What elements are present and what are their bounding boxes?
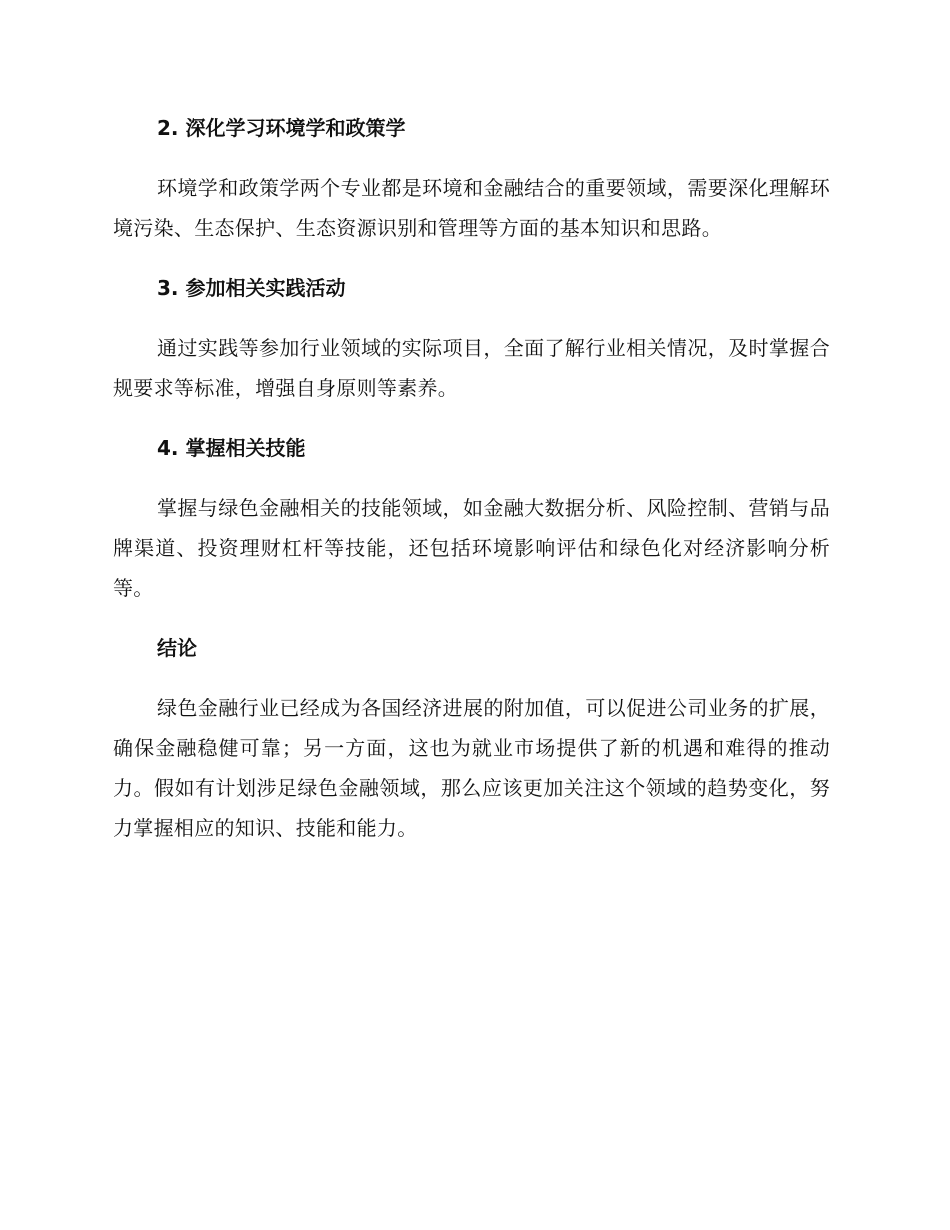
document-page: [113, 110, 830, 848]
section-paragraph-2: 环境学和政策学两个专业都是环境和金融结合的重要领域，需要深化理解环境污染、生态保护、生态资源识别和管理等方面的基本知识和思路。: [113, 176, 830, 240]
conclusion-paragraph: 绿色金融行业已经成为各国经济进展的附加值，可以促进公司业务的扩展，确保金融稳健可靠；另一方面，这也为就业市场提供了新的机遇和难得的推动力。假如有计划涉足绿色金融领域，那么应该更加关注这个领域的趋势变化，努力掌握相应的知识、技能和能力。: [113, 696, 830, 840]
conclusion-heading: 结论: [157, 636, 197, 660]
section-heading-2: 2. 深化学习环境学和政策学: [157, 116, 406, 140]
section-heading-3: 3. 参加相关实践活动: [157, 276, 346, 300]
section-paragraph-3: 通过实践等参加行业领域的实际项目，全面了解行业相关情况，及时掌握合规要求等标准，增强自身原则等素养。: [113, 336, 830, 400]
section-paragraph-4: 掌握与绿色金融相关的技能领域，如金融大数据分析、风险控制、营销与品牌渠道、投资理财杠杆等技能，还包括环境影响评估和绿色化对经济影响分析等。: [113, 496, 830, 600]
section-heading-4: 4. 掌握相关技能: [157, 436, 306, 460]
